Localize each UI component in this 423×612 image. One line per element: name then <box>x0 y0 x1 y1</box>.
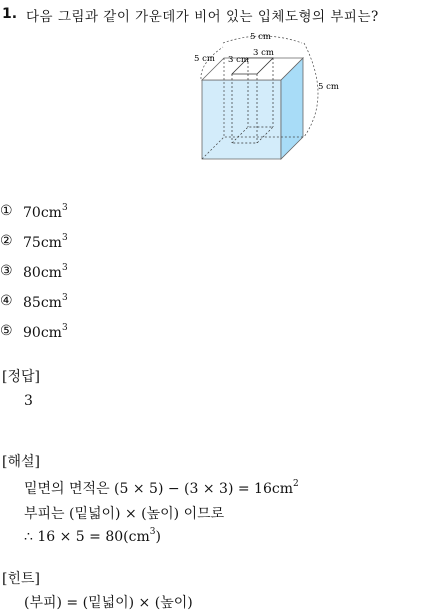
choice-text: 85cm <box>23 295 62 311</box>
dimension-arc <box>304 43 318 137</box>
hint-title: [힌트] <box>2 571 40 587</box>
explanation-line-2: 부피는 (밑넓이) × (높이) 이므로 <box>24 506 225 522</box>
choice-exponent: 3 <box>61 293 68 303</box>
label-left-depth: 5 cm <box>194 54 215 64</box>
question-text: 다음 그림과 같이 가운데가 비어 있는 입체도형의 부피는? <box>26 9 379 25</box>
hint-section <box>2 568 40 588</box>
explanation-line-3-text: ∴ 16 × 5 = 80(cm <box>24 529 150 545</box>
choice-text: 90cm <box>23 325 62 341</box>
label-inner-width: 3 cm <box>253 48 274 58</box>
explanation-line-1-text: 밑면의 면적은 (5 × 5) − (3 × 3) = 16cm <box>24 481 293 497</box>
choice-mark: ② <box>0 233 13 249</box>
answer-section <box>2 366 40 386</box>
choice-mark: ③ <box>0 263 13 279</box>
choice-exponent: 3 <box>61 263 68 273</box>
explanation-line-3 <box>24 527 161 545</box>
explanation-line-1-exponent: 2 <box>292 479 299 489</box>
explanation-section <box>2 451 40 471</box>
answer-title: [정답] <box>2 369 40 385</box>
question-header <box>2 3 422 27</box>
choice-value <box>23 323 68 341</box>
question-number: 1. <box>2 6 18 22</box>
choice-mark: ⑤ <box>0 323 13 339</box>
explanation-line-3-exponent: 3 <box>149 527 156 537</box>
choice-mark: ① <box>0 203 13 219</box>
choice-exponent: 3 <box>61 323 68 333</box>
choice-text: 70cm <box>23 205 62 221</box>
choice-text: 80cm <box>23 265 62 281</box>
choice-value <box>23 233 68 251</box>
choice-mark: ④ <box>0 293 13 309</box>
explanation-title: [해설] <box>2 454 40 470</box>
choice-exponent: 3 <box>61 203 68 213</box>
hollow-prism-figure <box>192 27 342 163</box>
choice-value <box>23 293 68 311</box>
choice-value <box>23 203 68 221</box>
explanation-line-3-close: ) <box>155 529 161 545</box>
choice-text: 75cm <box>23 235 62 251</box>
label-height: 5 cm <box>318 82 339 92</box>
label-inner-depth: 3 cm <box>228 55 249 65</box>
hollow-prism-diagram <box>192 27 342 163</box>
choice-exponent: 3 <box>61 233 68 243</box>
label-top-depth: 5 cm <box>250 32 271 42</box>
explanation-line-1 <box>24 478 299 498</box>
hint-line-1: (부피) = (밑넓이) × (높이) <box>24 595 193 611</box>
answer-value: 3 <box>24 393 33 409</box>
choice-value <box>23 263 68 281</box>
